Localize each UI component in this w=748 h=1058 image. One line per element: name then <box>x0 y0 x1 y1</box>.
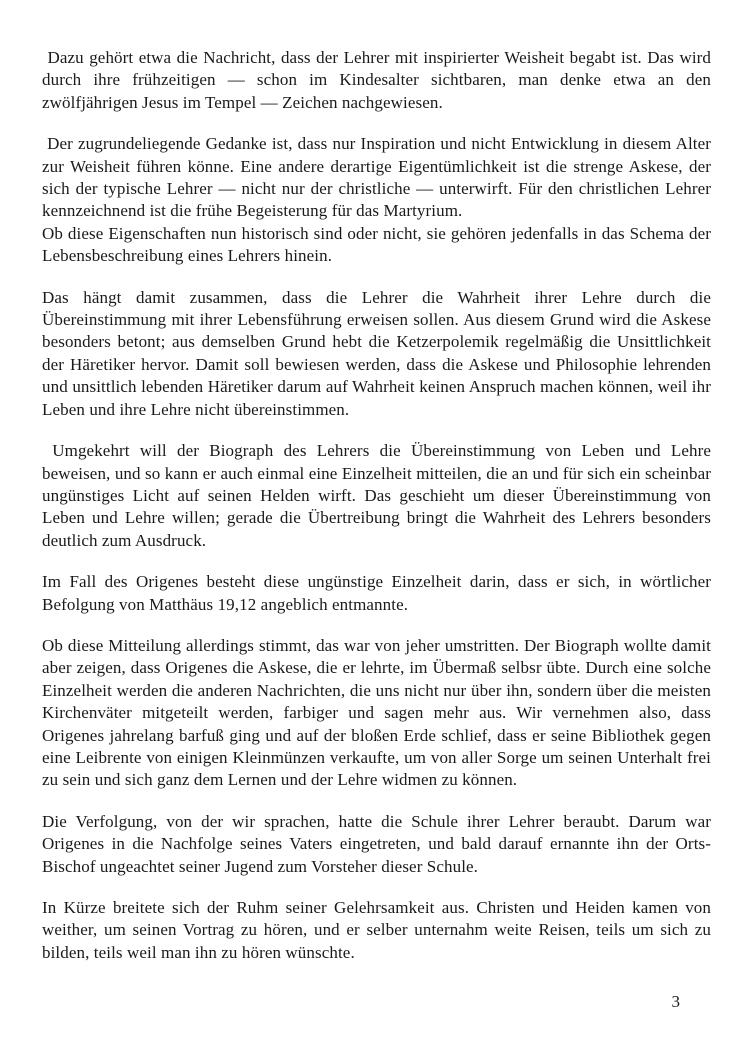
paragraph-mitteilung-umstritten: Ob diese Mitteilung allerdings stimmt, das war von jeher umstritten. Der Biograph wollte damit aber zeigen, dass Origenes die Askese, die er lehrte, im Übermaß selbsr übte. Durch eine solche Einzelheit werden die anderen Nachrichten, die uns nicht nur über ihn, sondern über die meisten Kirchenväter mitgeteilt werden, farbiger und sagen mehr aus. Wir vernehmen also, dass Origenes jahrelang barfuß ging und auf der bloßen Erde schlief, dass er seine Bibliothek gegen eine Leibrente von einigen Kleinmünzen verkaufte, um von aller Sorge um seinen Unterhalt frei zu sein und sich ganz dem Lernen und der Lehre widmen zu können. <box>42 635 711 790</box>
paragraph-origenes-matthaeus: Im Fall des Origenes besteht diese ungünstige Einzelheit darin, dass er sich, in wörtlicher Befolgung von Matthäus 19,12 angeblich entmannte. <box>42 572 711 614</box>
paragraph-wahrheit-lebensfuehrung: Das hängt damit zusammen, dass die Lehrer die Wahrheit ihrer Lehre durch die Übereinstimmung mit ihrer Lebensführung erweisen sollen. Aus diesem Grund wird die Askese besonders betont; aus demselben Grund hebt die Ketzerpolemik regelmäßig die Unsittlichkeit der Häretiker hervor. Damit soll bewiesen werden, dass die Askese und Philosophie lehrenden und unsittlich lebenden Häretiker darum auf Wahrheit keinen Anspruch machen können, weil ihr Leben und ihre Lehre nicht übereinstimmen. <box>42 287 711 419</box>
paragraph-ruhm-gelehrsamkeit: In Kürze breitete sich der Ruhm seiner Gelehrsamkeit aus. Christen und Heiden kamen von weither, um seinen Vortrag zu hören, und er selber unternahm weite Reisen, teils um sich zu bilden, teils weil man ihn zu hören wünschte. <box>42 898 711 962</box>
page-number: 3 <box>671 992 680 1011</box>
text-block <box>42 47 711 964</box>
paragraph-inspired-wisdom: Dazu gehört etwa die Nachricht, dass der Lehrer mit inspirierter Weisheit begabt ist. Das wird durch ihre frühzeitigen — schon im Kindesalter sichtbaren, man denke etwa an den zwölfjährigen Jesus im Tempel — Zeichen nachgewiesen. <box>42 48 711 112</box>
paragraph-schema-lebensbeschreibung: Ob diese Eigenschaften nun historisch sind oder nicht, sie gehören jedenfalls in das Schema der Lebensbeschreibung eines Lehrers hinein. <box>42 223 711 266</box>
paragraph-biograph-uebereinstimmung: Umgekehrt will der Biograph des Lehrers die Übereinstimmung von Leben und Lehre beweisen, und so kann er auch einmal eine Einzelheit mitteilen, die an und für sich ein scheinbar ungünstiges Licht auf seinen Helden wirft. Das geschieht um dieser Übereinstimmung von Leben und Lehre willen; gerade die Übertreibung bringt die Wahrheit des Lehrers besonders deutlich zum Ausdruck. <box>42 441 711 550</box>
paragraph-verfolgung-schule: Die Verfolgung, von der wir sprachen, hatte die Schule ihrer Lehrer beraubt. Darum war Origenes in die Nachfolge seines Vaters eingetreten, und bald darauf ernannte ihn der Orts-Bischof ungeachtet seiner Jugend zum Vorsteher dieser Schule. <box>42 811 711 876</box>
paragraph-inspiration-askese: Der zugrundeliegende Gedanke ist, dass nur Inspiration und nicht Entwicklung in diesem Alter zur Weisheit führen könne. Eine andere derartige Eigentümlichkeit ist die strenge Askese, der sich der typische Lehrer — nicht nur der christliche — unterwirft. Für den christlichen Lehrer kennzeichnend ist die frühe Begeisterung für das Martyrium. <box>42 134 711 221</box>
